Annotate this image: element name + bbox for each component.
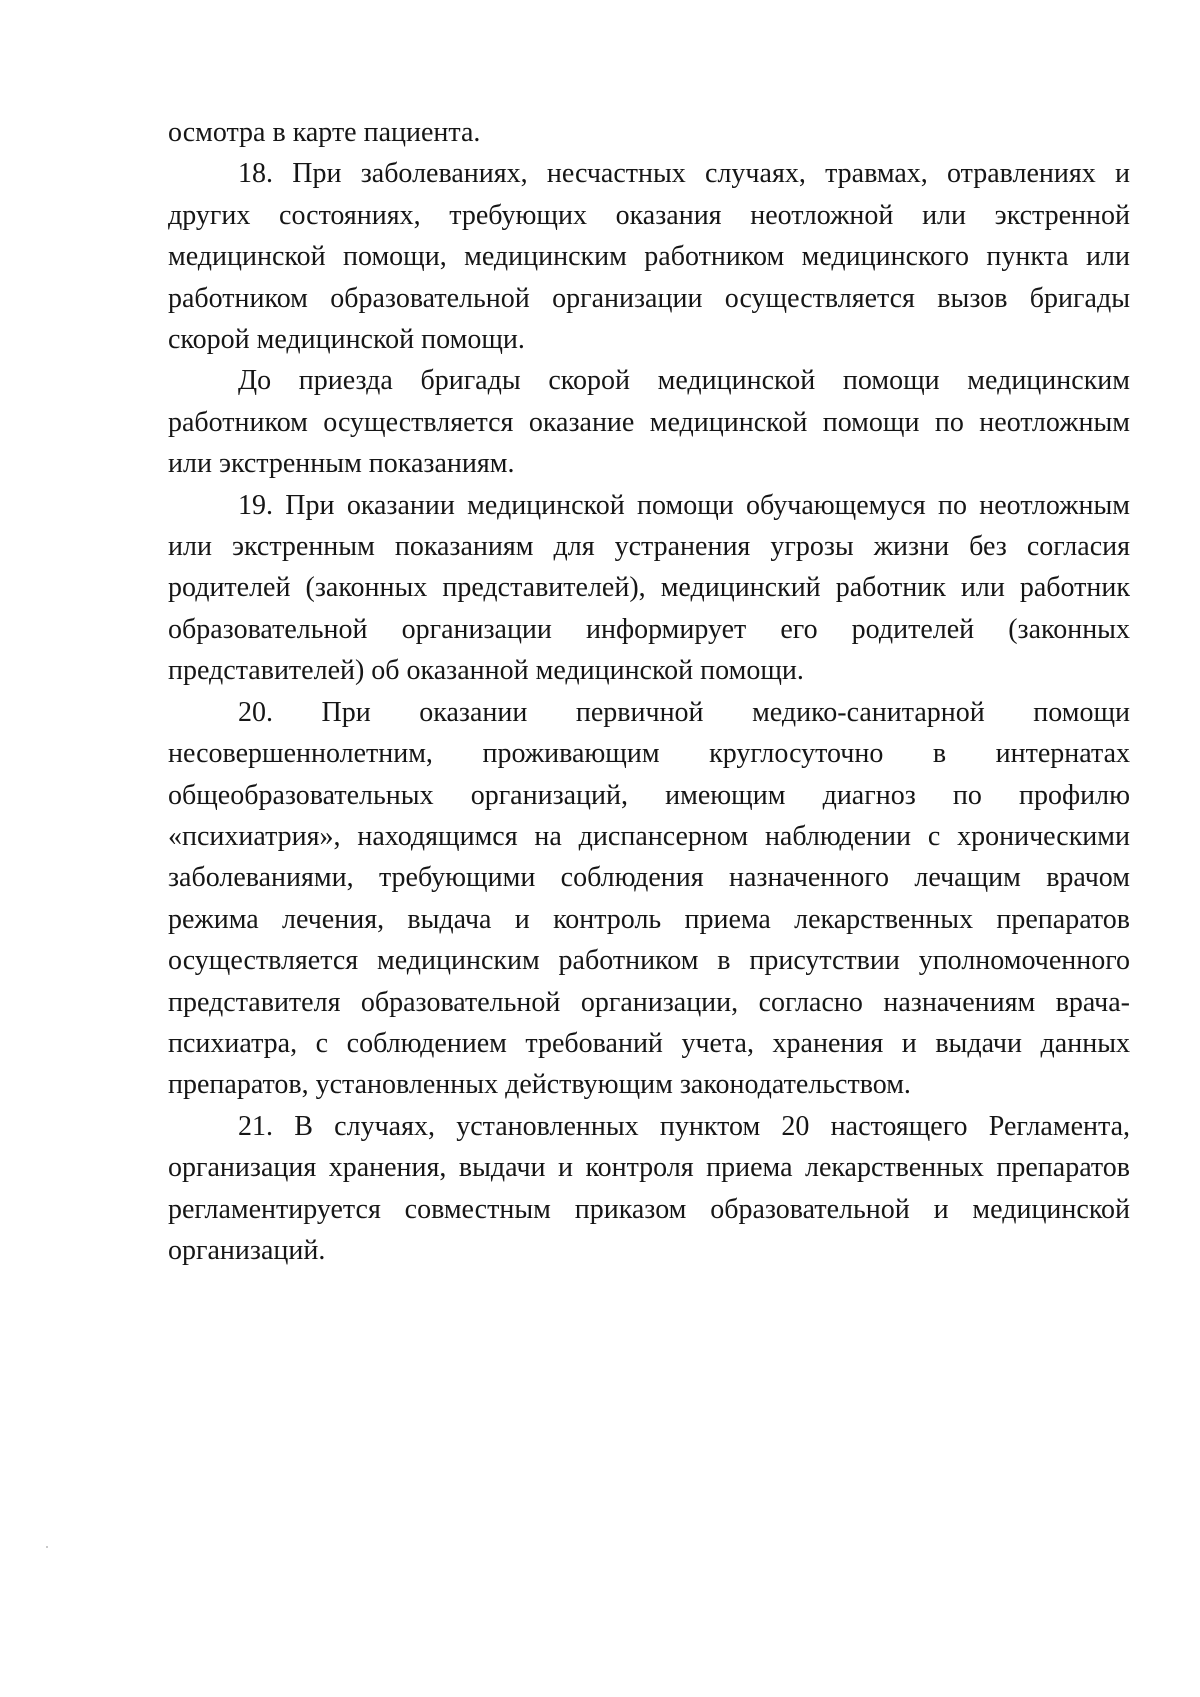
scan-artifact-dot [46, 1546, 48, 1548]
document-body [168, 112, 1130, 1271]
paragraph-item-18: 18. При заболеваниях, несчастных случаях, травмах, отравлениях и других состояниях, требующих оказания неотложной или экстренной медицинской помощи, медицинским работником медицинского пункта или работником образовательной организации осуществляется вызов бригады скорой медицинской помощи. [168, 158, 1130, 356]
paragraph-item-20: 20. При оказании первичной медико-санитарной помощи несовершеннолетним, проживающим круглосуточно в интернатах общеобразовательных организаций, имеющим диагноз по профилю «психиатрия», находящимся на диспансерном наблюдении с хроническими заболеваниями, требующими соблюдения назначенного лечащим врачом режима лечения, выдача и контроль приема лекарственных препаратов осуществляется медицинским работником в присутствии уполномоченного представителя образовательной организации, согласно назначениям врача-психиатра, с соблюдением требований учета, хранения и выдачи данных препаратов, установленных действующим законодательством. [168, 696, 1130, 1101]
paragraph-item-21: 21. В случаях, установленных пунктом 20 настоящего Регламента, организация хранения, выдачи и контроля приема лекарственных препаратов регламентируется совместным приказом образовательной и медицинской организаций. [168, 1110, 1130, 1266]
paragraph-item-18-continuation: До приезда бригады скорой медицинской помощи медицинским работником осуществляется оказание медицинской помощи по неотложным или экстренным показаниям. [168, 365, 1130, 480]
paragraph-item-19: 19. При оказании медицинской помощи обучающемуся по неотложным или экстренным показаниям для устранения угрозы жизни без согласия родителей (законных представителей), медицинский работник или работник образовательной организации информирует его родителей (законных представителей) об оказанной медицинской помощи. [168, 489, 1130, 687]
paragraph-continuation: осмотра в карте пациента. [168, 117, 481, 148]
